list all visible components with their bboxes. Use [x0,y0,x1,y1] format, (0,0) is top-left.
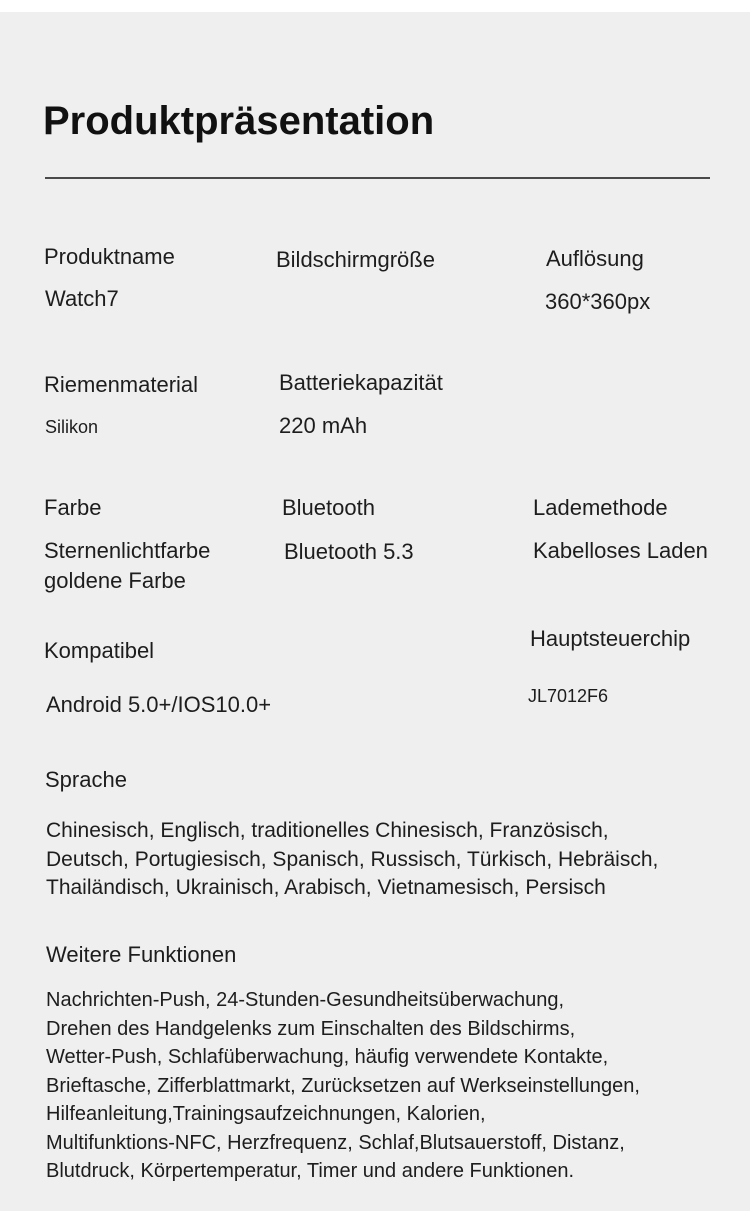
bluetooth-value: Bluetooth 5.3 [284,539,414,564]
produktname-value: Watch7 [45,286,119,311]
batterie-value: 220 mAh [279,413,368,438]
farbe-value-2: goldene Farbe [44,568,186,593]
riemen-label: Riemenmaterial [44,372,199,397]
funktionen-label: Weitere Funktionen [46,942,237,967]
farbe-label: Farbe [44,495,102,520]
sprache-list [46,817,658,903]
funktionen-list [46,986,640,1186]
funktionen-line: Nachrichten-Push, 24-Stunden-Gesundheitsüberwachung, [46,989,565,1011]
bluetooth-label: Bluetooth [282,495,375,520]
lademethode-value: Kabelloses Laden [533,538,708,563]
lademethode-label: Lademethode [533,495,668,520]
page-title: Produktpräsentation [43,99,435,143]
sprache-label: Sprache [45,767,127,792]
funktionen-line: Hilfeanleitung,Trainingsaufzeichnungen, Kalorien, [46,1103,486,1125]
sprache-line: Thailändisch, Ukrainisch, Arabisch, Vietnamesisch, Persisch [46,876,606,899]
bildschirm-label: Bildschirmgröße [276,247,435,272]
riemen-value: Silikon [45,417,99,437]
funktionen-line: Blutdruck, Körpertemperatur, Timer und andere Funktionen. [46,1160,575,1182]
title-divider [45,177,710,179]
chip-value: JL7012F6 [528,686,609,706]
farbe-value-1: Sternenlichtfarbe [44,538,211,563]
kompatibel-label: Kompatibel [44,638,155,663]
produktname-label: Produktname [44,244,175,269]
chip-label: Hauptsteuerchip [530,626,691,651]
aufloesung-value: 360*360px [545,289,651,314]
funktionen-line: Multifunktions-NFC, Herzfrequenz, Schlaf,Blutsauerstoff, Distanz, [46,1131,625,1154]
sprache-line: Chinesisch, Englisch, traditionelles Chinesisch, Französisch, [46,819,609,842]
funktionen-line: Brieftasche, Zifferblattmarkt, Zurücksetzen auf Werkseinstellungen, [46,1074,640,1097]
funktionen-line: Wetter-Push, Schlafüberwachung, häufig verwendete Kontakte, [46,1046,609,1068]
batterie-label: Batteriekapazität [279,370,443,395]
sprache-line: Deutsch, Portugiesisch, Spanisch, Russisch, Türkisch, Hebräisch, [46,847,659,871]
kompatibel-value: Android 5.0+/IOS10.0+ [46,692,272,717]
aufloesung-label: Auflösung [546,246,644,271]
funktionen-line: Drehen des Handgelenks zum Einschalten des Bildschirms, [46,1017,576,1040]
